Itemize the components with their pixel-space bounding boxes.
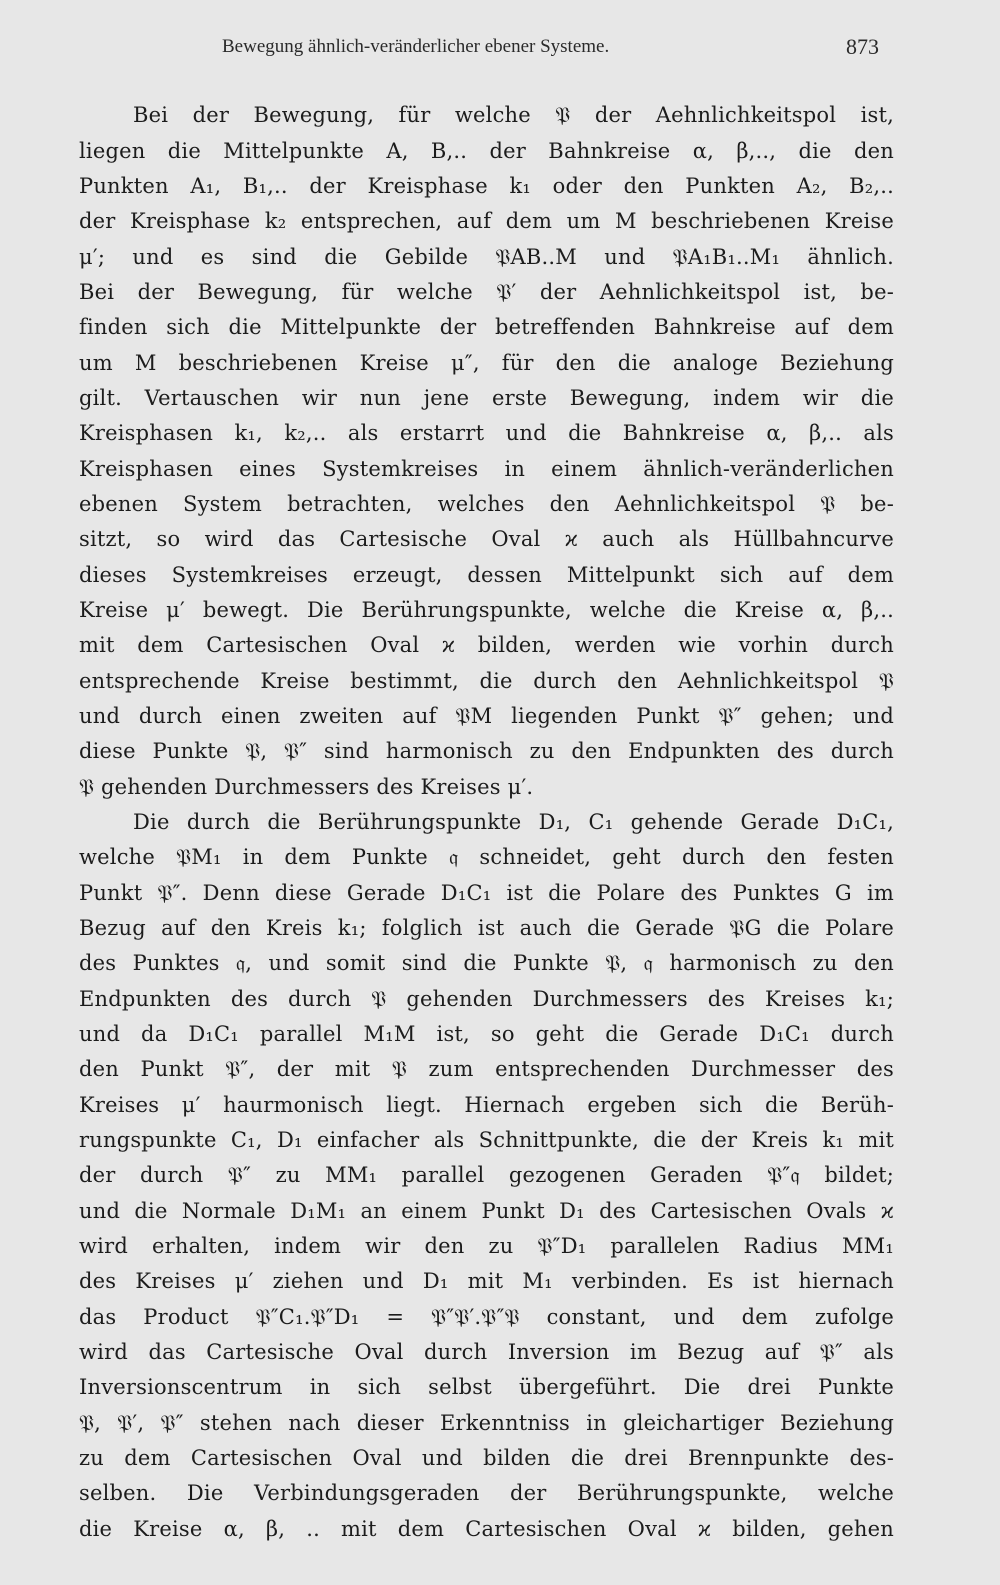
- text-line: Bezug auf den Kreis k₁; folglich ist auch die Gerade 𝔓G die Polare: [79, 916, 894, 940]
- text-line: wird das Cartesische Oval durch Inversion im Bezug auf 𝔓″ als: [79, 1340, 894, 1364]
- text-line: liegen die Mittelpunkte A, B,.. der Bahnkreise α, β,.., die den: [79, 139, 894, 163]
- text-line: Kreise μ′ bewegt. Die Berührungspunkte, welche die Kreise α, β,..: [79, 598, 894, 622]
- text-line: Endpunkten des durch 𝔓 gehenden Durchmessers des Kreises k₁;: [79, 987, 894, 1011]
- text-line: Bei der Bewegung, für welche 𝔓′ der Aehnlichkeitspol ist, be-: [79, 280, 894, 304]
- text-line: Inversionscentrum in sich selbst übergeführt. Die drei Punkte: [79, 1375, 894, 1399]
- page-number: 873: [846, 34, 879, 59]
- text-line: wird erhalten, indem wir den zu 𝔓″D₁ parallelen Radius MM₁: [79, 1234, 894, 1258]
- text-line: gilt. Vertauschen wir nun jene erste Bewegung, indem wir die: [79, 386, 894, 410]
- text-line: und durch einen zweiten auf 𝔓M liegenden Punkt 𝔓″ gehen; und: [79, 704, 894, 728]
- text-line: 𝔓 gehenden Durchmessers des Kreises μ′.: [79, 775, 534, 799]
- text-line: des Punktes 𝔮, und somit sind die Punkte 𝔓, 𝔮 harmonisch zu den: [79, 951, 894, 975]
- text-line: entsprechende Kreise bestimmt, die durch den Aehnlichkeitspol 𝔓: [79, 669, 894, 693]
- text-line: die Kreise α, β, .. mit dem Cartesischen Oval ϰ bilden, gehen: [79, 1517, 894, 1541]
- text-line: finden sich die Mittelpunkte der betreffenden Bahnkreise auf dem: [79, 315, 894, 339]
- text-line: Kreisphasen k₁, k₂,.. als erstarrt und die Bahnkreise α, β,.. als: [79, 421, 894, 445]
- text-line: Die durch die Berührungspunkte D₁, C₁ gehende Gerade D₁C₁,: [133, 810, 894, 834]
- text-line: Kreisphasen eines Systemkreises in einem ähnlich-veränderlichen: [79, 457, 894, 481]
- text-line: rungspunkte C₁, D₁ einfacher als Schnittpunkte, die der Kreis k₁ mit: [79, 1128, 894, 1152]
- text-line: zu dem Cartesischen Oval und bilden die drei Brennpunkte des-: [79, 1446, 894, 1470]
- text-line: diese Punkte 𝔓, 𝔓″ sind harmonisch zu den Endpunkten des durch: [79, 739, 894, 763]
- text-line: 𝔓, 𝔓′, 𝔓″ stehen nach dieser Erkenntniss in gleichartiger Beziehung: [79, 1411, 894, 1435]
- text-line: Bei der Bewegung, für welche 𝔓 der Aehnlichkeitspol ist,: [133, 103, 894, 127]
- text-line: das Product 𝔓″C₁.𝔓″D₁ = 𝔓″𝔓′.𝔓″𝔓 constant, und dem zufolge: [79, 1305, 894, 1329]
- text-line: den Punkt 𝔓″, der mit 𝔓 zum entsprechenden Durchmesser des: [79, 1057, 894, 1081]
- text-line: mit dem Cartesischen Oval ϰ bilden, werden wie vorhin durch: [79, 633, 894, 657]
- text-line: welche 𝔓M₁ in dem Punkte 𝔮 schneidet, geht durch den festen: [79, 845, 894, 869]
- text-line: μ′; und es sind die Gebilde 𝔓AB..M und 𝔓A₁B₁..M₁ ähnlich.: [79, 245, 894, 269]
- text-line: der durch 𝔓″ zu MM₁ parallel gezogenen Geraden 𝔓″𝔮 bildet;: [79, 1163, 894, 1187]
- running-title: Bewegung ähnlich-veränderlicher ebener Systeme.: [222, 36, 610, 57]
- text-line: des Kreises μ′ ziehen und D₁ mit M₁ verbinden. Es ist hiernach: [79, 1269, 894, 1293]
- text-line: Punkt 𝔓″. Denn diese Gerade D₁C₁ ist die Polare des Punktes G im: [79, 881, 894, 905]
- text-line: um M beschriebenen Kreise μ″, für den die analoge Beziehung: [79, 351, 894, 375]
- text-line: Punkten A₁, B₁,.. der Kreisphase k₁ oder den Punkten A₂, B₂,..: [79, 174, 894, 198]
- text-line: dieses Systemkreises erzeugt, dessen Mittelpunkt sich auf dem: [79, 563, 894, 587]
- text-line: sitzt, so wird das Cartesische Oval ϰ auch als Hüllbahncurve: [79, 527, 894, 551]
- text-line: selben. Die Verbindungsgeraden der Berührungspunkte, welche: [79, 1481, 894, 1505]
- text-line: und da D₁C₁ parallel M₁M ist, so geht die Gerade D₁C₁ durch: [79, 1022, 894, 1046]
- text-line: ebenen System betrachten, welches den Aehnlichkeitspol 𝔓 be-: [79, 492, 894, 516]
- text-line: der Kreisphase k₂ entsprechen, auf dem um M beschriebenen Kreise: [79, 209, 894, 233]
- text-line: Kreises μ′ haurmonisch liegt. Hiernach ergeben sich die Berüh-: [79, 1093, 894, 1117]
- text-line: und die Normale D₁M₁ an einem Punkt D₁ des Cartesischen Ovals ϰ: [79, 1199, 894, 1223]
